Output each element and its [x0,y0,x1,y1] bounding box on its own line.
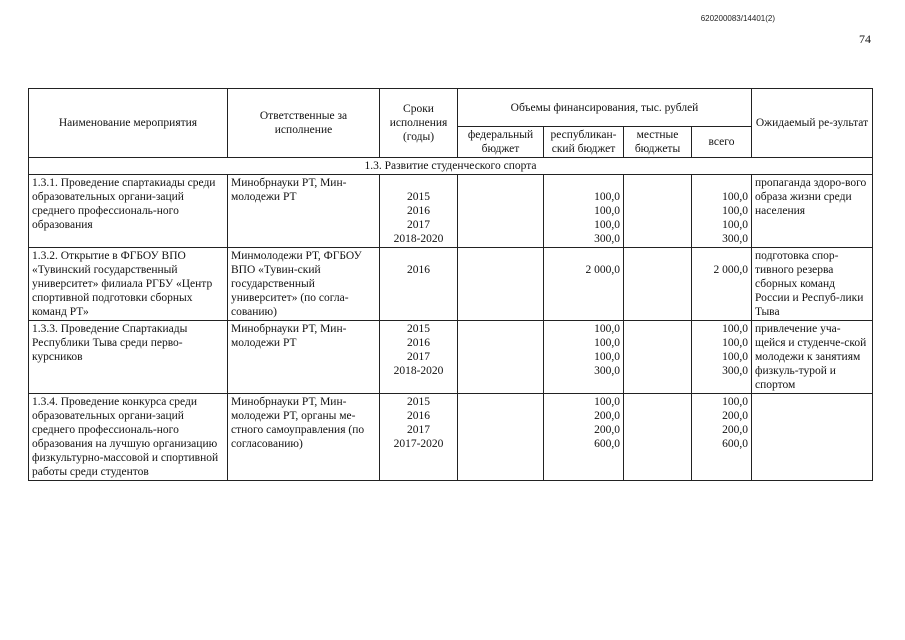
row-total: 200,0 [722,410,748,422]
row-year: 2015 [407,396,430,408]
row-total: 100,0 [722,351,748,363]
row-total: 100,0 [722,205,748,217]
row-responsible: Минобрнауки РТ, Мин-молодежи РТ [228,321,380,394]
row-year: 2017 [407,219,430,231]
row-republican: 2 000,0 [585,264,620,276]
row-result: подготовка спор-тивного резерва сборных команд России и Респуб-лики Тыва [752,248,873,321]
row-republican: 300,0 [594,233,620,245]
header-republican: республикан-ский бюджет [544,127,624,158]
row-total: 100,0 [722,323,748,335]
header-terms: Сроки исполнения (годы) [380,89,458,158]
table-row [29,321,873,394]
header-federal: федеральный бюджет [458,127,544,158]
row-name: 1.3.3. Проведение Спартакиады Республики Тыва среди перво-курсников [29,321,228,394]
row-local [624,175,692,248]
row-republican: 100,0 [594,323,620,335]
row-republican: 300,0 [594,365,620,377]
row-republican: 200,0 [594,424,620,436]
row-republican: 600,0 [594,438,620,450]
row-year: 2015 [407,323,430,335]
row-year: 2017 [407,351,430,363]
section-title: 1.3. Развитие студенческого спорта [29,158,873,175]
plan-table [28,88,873,481]
row-year: 2018-2020 [393,365,444,377]
table-row [29,394,873,481]
row-local [624,394,692,481]
row-total: 100,0 [722,337,748,349]
row-total: 300,0 [722,365,748,377]
row-year: 2017-2020 [393,438,444,450]
row-total: 600,0 [722,438,748,450]
header-result: Ожидаемый ре-зультат [752,89,873,158]
row-republican: 100,0 [594,396,620,408]
row-year: 2016 [407,410,430,422]
row-total: 100,0 [722,219,748,231]
row-year: 2017 [407,424,430,436]
header-financing: Объемы финансирования, тыс. рублей [458,89,752,127]
row-total: 100,0 [722,191,748,203]
row-federal [458,394,544,481]
row-federal [458,321,544,394]
row-total: 100,0 [722,396,748,408]
row-republican: 200,0 [594,410,620,422]
header-name: Наименование мероприятия [29,89,228,158]
row-name: 1.3.4. Проведение конкурса среди образовательных органи-заций среднего профессиональ-ного образования на лучшую организацию физкультурно-массовой и спортивной работы среди студентов [29,394,228,481]
table-row [29,175,873,248]
row-republican: 100,0 [594,205,620,217]
row-federal [458,175,544,248]
row-year: 2016 [407,264,430,276]
row-republican: 100,0 [594,351,620,363]
row-result: привлечение уча-щейся и студенче-ской молодежи к занятиям физкуль-турой и спортом [752,321,873,394]
row-total: 2 000,0 [713,264,748,276]
row-responsible: Минмолодежи РТ, ФГБОУ ВПО «Тувин-ский государственный университет» (по согла-сованию) [228,248,380,321]
row-year: 2016 [407,205,430,217]
table-row [29,248,873,321]
header-responsible: Ответственные за исполнение [228,89,380,158]
row-name: 1.3.1. Проведение спартакиады среди образовательных органи-заций среднего профессиональ-ного образования [29,175,228,248]
header-local: местные бюджеты [624,127,692,158]
row-name: 1.3.2. Открытие в ФГБОУ ВПО «Тувинский государственный университет» филиала РГБУ «Центр спортивной подготовки сборных команд РТ» [29,248,228,321]
row-republican: 100,0 [594,219,620,231]
row-result [752,394,873,481]
row-year: 2016 [407,337,430,349]
row-local [624,321,692,394]
row-republican: 100,0 [594,337,620,349]
document-id: 620200083/14401(2) [700,14,775,23]
row-local [624,248,692,321]
row-responsible: Минобрнауки РТ, Мин-молодежи РТ [228,175,380,248]
row-result: пропаганда здоро-вого образа жизни среди населения [752,175,873,248]
page-number: 74 [859,32,871,46]
row-federal [458,248,544,321]
row-year: 2018-2020 [393,233,444,245]
header-total: всего [692,127,752,158]
row-year: 2015 [407,191,430,203]
row-total: 200,0 [722,424,748,436]
row-republican: 100,0 [594,191,620,203]
row-responsible: Минобрнауки РТ, Мин-молодежи РТ, органы ме-стного самоуправления (по согласованию) [228,394,380,481]
row-total: 300,0 [722,233,748,245]
